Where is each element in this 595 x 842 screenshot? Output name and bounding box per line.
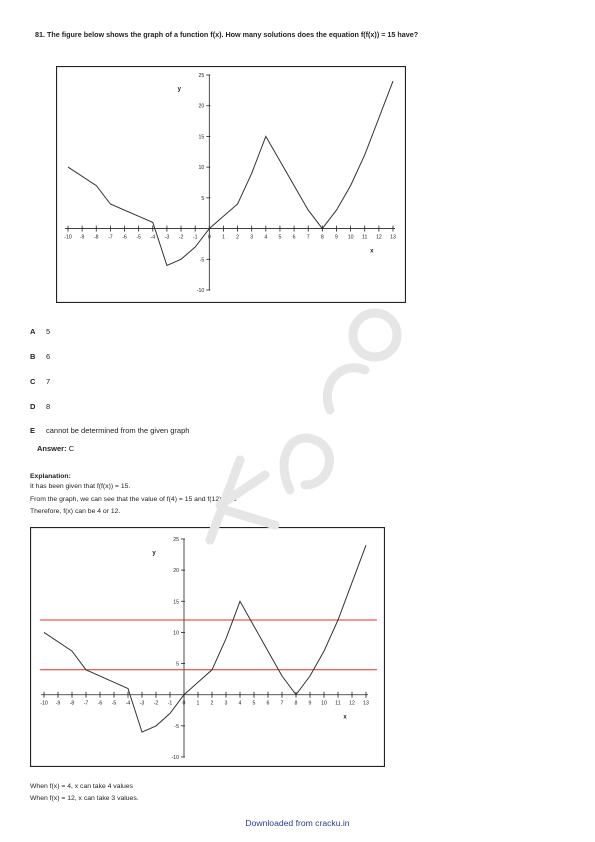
option-e[interactable] [30, 426, 189, 435]
y-tick-label: 15 [173, 599, 179, 606]
x-tick-label: -7 [108, 234, 113, 241]
x-tick-label: 7 [306, 234, 310, 241]
question-text: 81. The figure below shows the graph of a function f(x). How many solutions does the equation f(f(x)) = 15 have? [35, 30, 419, 39]
explanation-line: From the graph, we can see that the value of f(4) = 15 and f(12) = 15 [30, 496, 237, 503]
x-tick-label: 10 [321, 700, 327, 707]
x-tick-label: 13 [363, 700, 369, 707]
y-tick-label: -5 [174, 723, 179, 730]
plot-frame [57, 67, 406, 303]
y-tick-label: -10 [171, 755, 179, 761]
conclusion-line: When f(x) = 12, x can take 3 values. [30, 795, 139, 802]
x-tick-label: -6 [97, 700, 103, 707]
option-d[interactable] [30, 402, 50, 411]
option-e-text: cannot be determined from the given graph [46, 426, 190, 435]
option-a-text: 5 [46, 327, 51, 336]
option-c-text: 7 [46, 377, 51, 386]
option-c-key: C [30, 377, 36, 386]
x-tick-label: 9 [335, 234, 338, 241]
x-tick-label: 5 [252, 700, 256, 707]
x-tick-label: -10 [40, 700, 48, 707]
y-axis-label: y [152, 550, 156, 557]
x-tick-label: 4 [238, 700, 242, 707]
footer-link[interactable] [0, 818, 595, 828]
x-tick-label: 6 [292, 234, 296, 241]
x-tick-label: 1 [196, 700, 200, 707]
x-tick-label: 12 [375, 234, 382, 241]
answer [37, 444, 74, 453]
x-tick-label: 11 [362, 234, 368, 241]
explanation-line: Therefore, f(x) can be 4 or 12. [30, 508, 121, 515]
y-tick-label: -5 [199, 257, 205, 264]
explanation-line: It has been given that f(f(x)) = 15. [30, 483, 131, 490]
x-tick-label: -3 [164, 234, 170, 241]
y-tick-label: 10 [198, 165, 205, 172]
x-tick-label: -1 [192, 234, 198, 241]
y-tick-label: 5 [176, 661, 179, 668]
y-tick-label: 10 [173, 630, 179, 637]
x-tick-label: 11 [335, 700, 341, 707]
x-tick-label: -9 [55, 700, 61, 707]
watermark-logo [180, 290, 410, 570]
option-e-key: E [30, 426, 36, 435]
x-tick-label: 0 [207, 234, 211, 241]
function-line [68, 81, 393, 265]
x-tick-label: -4 [125, 700, 131, 707]
conclusion-line: When f(x) = 4, x can take 4 values [30, 783, 133, 790]
x-tick-label: -8 [93, 234, 99, 241]
option-b-text: 6 [46, 352, 51, 361]
option-b[interactable] [30, 352, 50, 361]
x-tick-label: 10 [347, 234, 354, 241]
x-tick-label: -10 [64, 234, 72, 241]
option-d-text: 8 [46, 402, 51, 411]
x-tick-label: 3 [224, 700, 228, 707]
answer-label: Answer: [37, 444, 67, 453]
x-tick-label: 2 [210, 700, 214, 707]
x-tick-label: 12 [349, 700, 355, 707]
x-tick-label: -5 [111, 700, 117, 707]
answer-value: C [68, 444, 75, 453]
y-tick-label: 25 [198, 73, 205, 79]
y-tick-label: 5 [201, 195, 205, 202]
function-line [44, 545, 366, 732]
x-tick-label: 9 [308, 700, 312, 707]
x-tick-label: 8 [294, 700, 298, 707]
y-axis-label: y [177, 86, 181, 93]
x-tick-label: 4 [264, 234, 268, 241]
option-a[interactable] [30, 327, 50, 336]
x-tick-label: -9 [79, 234, 85, 241]
x-tick-label: -4 [150, 234, 156, 241]
footer-text: Downloaded from cracku.in [245, 818, 350, 828]
x-tick-label: -1 [167, 700, 173, 707]
x-tick-label: -2 [178, 234, 184, 241]
x-tick-label: -3 [139, 700, 145, 707]
x-tick-label: -8 [69, 700, 75, 707]
x-tick-label: 7 [280, 700, 284, 707]
option-b-key: B [30, 352, 36, 361]
x-tick-label: 1 [221, 234, 225, 241]
x-tick-label: 13 [390, 234, 396, 241]
y-tick-label: 20 [173, 568, 179, 575]
x-tick-label: -5 [136, 234, 141, 241]
y-tick-label: 15 [198, 134, 205, 141]
option-c[interactable] [30, 377, 50, 386]
x-axis-label: x [343, 714, 347, 721]
explanation-title: Explanation: [30, 473, 71, 480]
x-tick-label: 6 [266, 700, 270, 707]
y-tick-label: 25 [173, 537, 179, 543]
y-tick-label: -10 [196, 288, 205, 294]
x-tick-label: 3 [250, 234, 254, 241]
x-tick-label: 0 [182, 700, 186, 707]
x-tick-label: 2 [236, 234, 240, 241]
x-tick-label: 5 [278, 234, 282, 241]
x-tick-label: 8 [320, 234, 324, 241]
x-tick-label: -7 [83, 700, 89, 707]
y-tick-label: 20 [198, 103, 205, 110]
x-tick-label: -6 [122, 234, 127, 241]
function-graph [56, 66, 406, 303]
option-a-key: A [30, 327, 36, 336]
option-d-key: D [30, 402, 36, 411]
x-axis-label: x [370, 248, 374, 255]
x-tick-label: -2 [153, 700, 159, 707]
